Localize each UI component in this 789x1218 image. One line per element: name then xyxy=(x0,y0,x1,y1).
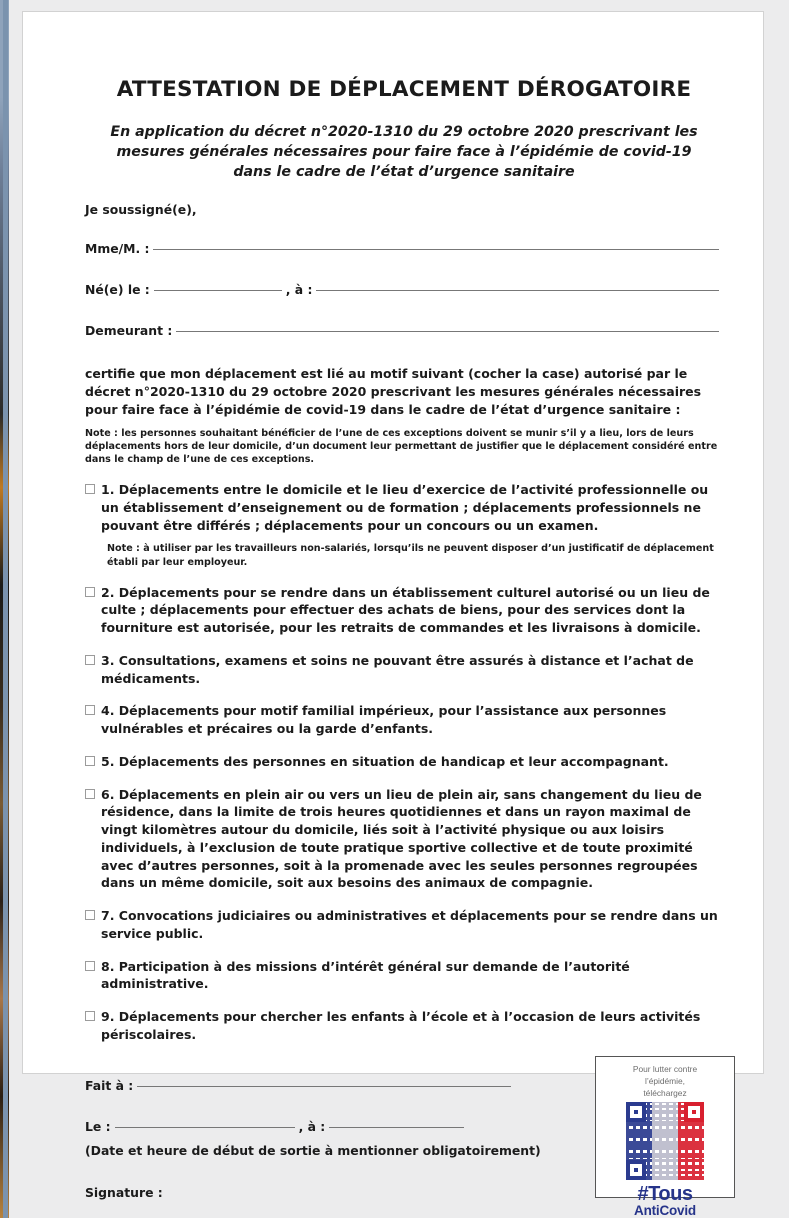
mandatory-note: (Date et heure de début de sortie à mentionner obligatoirement) xyxy=(85,1142,541,1158)
reason-item-3[interactable] xyxy=(85,652,723,688)
qr-finder-top-right xyxy=(684,1102,704,1122)
qr-zone-white xyxy=(652,1102,678,1180)
qr-finder-top-left xyxy=(626,1102,646,1122)
reason-text-2: 2. Déplacements pour se rendre dans un établissement culturel autorisé ou un lieu de culte ; déplacements pour effectuer des achats de biens, pour des services dont la fourniture est autorisée, pour les retraits de commandes et les livraisons à domicile. xyxy=(101,584,710,636)
page-title: ATTESTATION DE DÉPLACEMENT DÉROGATOIRE xyxy=(116,77,692,102)
address-input-line[interactable] xyxy=(176,331,719,332)
reason-item-2[interactable] xyxy=(85,584,723,637)
reason-checkbox-2[interactable] xyxy=(85,587,95,597)
place-field-row xyxy=(85,1078,515,1093)
reason-checkbox-5[interactable] xyxy=(85,756,95,766)
reason-text-1: 1. Déplacements entre le domicile et le lieu d’exercice de l’activité professionnelle ou un établissement d’enseignement ou de formation ; déplacements professionnels ne pouvant être différés ; déplacements pour un concours ou un examen. xyxy=(101,482,709,533)
covid-logo-primary: #Tous xyxy=(637,1183,693,1206)
time-label: , à : xyxy=(298,1118,326,1134)
qr-code[interactable] xyxy=(626,1102,704,1180)
covid-logo-secondary: AntiCovid xyxy=(634,1203,696,1218)
place-label: Fait à : xyxy=(85,1077,134,1093)
reason-text-8: 8. Participation à des missions d’intérêt général sur demande de l’autorité administrative. xyxy=(101,958,630,992)
reason-item-7[interactable] xyxy=(85,907,723,943)
reason-checkbox-1[interactable] xyxy=(85,484,95,494)
reason-subnote-1: Note : à utiliser par les travailleurs non-salariés, lorsqu’ils ne peuvent disposer d’un justificatif de déplacement établi par leur employeur. xyxy=(107,543,714,568)
reason-text-6: 6. Déplacements en plein air ou vers un lieu de plein air, sans changement du lieu de résidence, dans la limite de trois heures quotidiennes et dans un rayon maximal de vingt kilomètres autour du domicile, liés soit à l’activité physique ou aux loisirs individuels, à l’exclusion de toute pratique sportive collective et de toute proximité avec d’autres personnes, soit à la promenade avec les seules personnes regroupées dans un même domicile, soit aux besoins des animaux de compagnie. xyxy=(101,786,702,891)
viewer-gutter xyxy=(9,0,789,11)
reason-checkbox-9[interactable] xyxy=(85,1011,95,1021)
vertical-scrollbar[interactable] xyxy=(3,0,8,1218)
general-note: Note : les personnes souhaitant bénéficier de l’une de ces exceptions doivent se munir s’il y a lieu, lors de leurs déplacements hors de leur domicile, d’un document leur permettant de justifier que le déplacement considéré entre dans le champ de l’une de ces exceptions. xyxy=(85,427,718,465)
date-field-row xyxy=(85,1119,485,1134)
date-input-line[interactable] xyxy=(115,1127,295,1128)
reason-item-6[interactable] xyxy=(85,786,723,893)
reason-text-7: 7. Convocations judiciaires ou administratives et déplacements pour se rendre dans un service public. xyxy=(101,908,718,941)
birth-date-label: Né(e) le : xyxy=(85,282,150,298)
time-input-line[interactable] xyxy=(329,1127,464,1128)
birth-field-row xyxy=(85,282,723,297)
reason-text-3: 3. Consultations, examens et soins ne pouvant être assurés à distance et l’achat de médicaments. xyxy=(101,652,694,686)
covid-heading-line1: Pour lutter contre xyxy=(632,1063,698,1074)
reason-item-5[interactable] xyxy=(85,753,723,771)
reason-checkbox-6[interactable] xyxy=(85,789,95,799)
birth-place-input-line[interactable] xyxy=(316,290,719,291)
reason-item-8[interactable] xyxy=(85,958,723,994)
reason-checkbox-3[interactable] xyxy=(85,655,95,665)
declaration-text xyxy=(85,202,723,217)
birth-date-input-line[interactable] xyxy=(154,290,282,291)
signature-area xyxy=(85,1063,723,1218)
reason-checkbox-8[interactable] xyxy=(85,961,95,971)
reason-item-4[interactable] xyxy=(85,702,723,738)
signature-label: Signature : xyxy=(85,1184,163,1200)
tousanticovid-box xyxy=(595,1056,735,1218)
reason-checkbox-7[interactable] xyxy=(85,910,95,920)
name-label: Mme/M. : xyxy=(85,241,150,257)
address-label: Demeurant : xyxy=(85,323,173,339)
birth-place-label: , à : xyxy=(285,282,313,298)
name-field-row xyxy=(85,241,723,256)
name-input-line[interactable] xyxy=(153,249,719,250)
attestation-page xyxy=(22,11,764,1218)
reason-checkbox-4[interactable] xyxy=(85,705,95,715)
reason-item-1[interactable] xyxy=(85,481,723,534)
reason-text-5: 5. Déplacements des personnes en situation de handicap et leur accompagnant. xyxy=(101,753,669,769)
declaration-label: Je soussigné(e), xyxy=(85,202,197,218)
address-field-row xyxy=(85,323,723,338)
certification-paragraph: certifie que mon déplacement est lié au motif suivant (cocher la case) autorisé par le décret n°2020-1310 du 29 octobre 2020 prescrivant les mesures générales nécessaires pour faire face à l’épidémie de covid-19 dans le cadre de l’état d’urgence sanitaire : xyxy=(85,366,702,417)
page-subtitle: En application du décret n°2020-1310 du 29 octobre 2020 prescrivant les mesures générales nécessaires pour faire face à l’épidémie de covid-19 dans le cadre de l’état d’urgence sanitaire xyxy=(110,124,698,181)
date-label: Le : xyxy=(85,1118,111,1134)
covid-heading xyxy=(596,1063,734,1100)
place-input-line[interactable] xyxy=(137,1086,511,1087)
covid-heading-line3: téléchargez xyxy=(643,1088,687,1099)
reason-text-4: 4. Déplacements pour motif familial impérieux, pour l’assistance aux personnes vulnérables et précaires ou la garde d’enfants. xyxy=(101,703,667,737)
reason-item-9[interactable] xyxy=(85,1008,723,1044)
reason-text-9: 9. Déplacements pour chercher les enfants à l’école et à l’occasion de leurs activités périscolaires. xyxy=(101,1009,701,1042)
qr-finder-bottom-left xyxy=(626,1160,646,1180)
covid-heading-line2: l’épidémie, xyxy=(644,1075,686,1086)
qr-modules-white xyxy=(652,1102,678,1180)
